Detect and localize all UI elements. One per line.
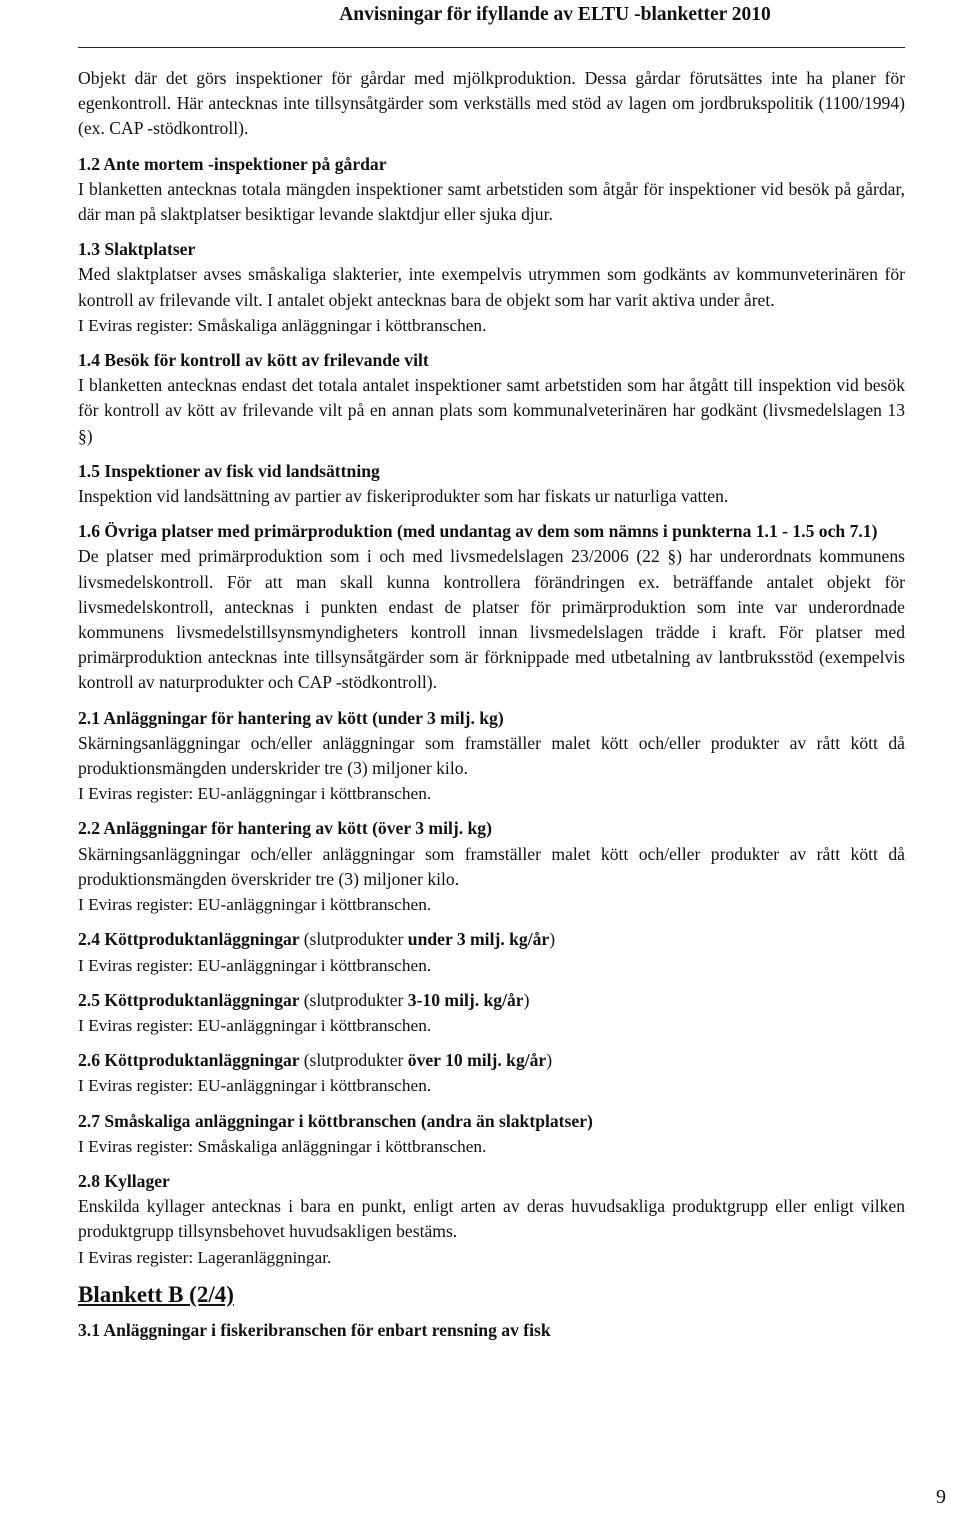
heading-paren-close: ) (546, 1050, 553, 1071)
heading-paren-open: (slutprodukter (303, 989, 404, 1010)
register-note: I Eviras register: Småskaliga anläggningar i köttbranschen. (78, 315, 487, 335)
heading-paren-close: ) (549, 929, 556, 950)
section-heading: 2.8 Kyllager (78, 1170, 170, 1191)
section-1-2 (78, 152, 905, 228)
section-2-1 (78, 706, 905, 807)
heading-amount: 3-10 milj. kg/år (407, 989, 524, 1010)
section-heading (78, 988, 905, 1013)
section-heading: 2.7 Småskaliga anläggningar i köttbranschen (andra än slaktplatser) (78, 1110, 593, 1131)
section-heading (78, 1048, 905, 1073)
heading-amount: över 10 milj. kg/år (407, 1050, 547, 1071)
heading-title: 2.6 Köttproduktanläggningar (78, 1050, 300, 1071)
heading-title: 2.5 Köttproduktanläggningar (78, 989, 300, 1010)
heading-paren-open: (slutprodukter (303, 929, 404, 950)
section-text: Enskilda kyllager antecknas i bara en punkt, enligt arten av deras huvudsakliga produktgrupp eller enligt vilken produktgrupp tillsynsbehovet huvudsakligen bestäms. (78, 1196, 905, 1242)
register-note: I Eviras register: EU-anläggningar i köttbranschen. (78, 955, 432, 975)
section-heading (78, 927, 905, 952)
section-text: Inspektion vid landsättning av partier av fiskeriprodukter som har fiskats ur naturliga vatten. (78, 486, 729, 507)
page-number: 9 (936, 1486, 946, 1508)
section-2-8 (78, 1169, 905, 1270)
section-text: Skärningsanläggningar och/eller anläggningar som framställer malet kött och/eller produkter av rått kött då produktionsmängden överskrider tre (3) miljoner kilo. (78, 843, 905, 889)
register-note: I Eviras register: EU-anläggningar i köttbranschen. (78, 895, 432, 915)
section-2-5 (78, 988, 905, 1038)
section-heading: 2.1 Anläggningar för hantering av kött (under 3 milj. kg) (78, 707, 504, 728)
section-heading: 3.1 Anläggningar i fiskeribranschen för enbart rensning av fisk (78, 1319, 551, 1340)
register-note: I Eviras register: EU-anläggningar i köttbranschen. (78, 1015, 432, 1035)
section-1-4 (78, 348, 905, 449)
section-heading: 2.2 Anläggningar för hantering av kött (över 3 milj. kg) (78, 818, 492, 839)
section-text: I blanketten antecknas endast det totala antalet inspektioner samt arbetstiden som har åtgått till inspektion vid besök för kontroll av kött av frilevande vilt på en annan plats som kommunalveterinären har godkänt (livsmedelslagen 13 §) (78, 375, 905, 446)
section-1-5 (78, 459, 905, 509)
header-divider (78, 47, 905, 48)
section-heading: 1.2 Ante mortem -inspektioner på gårdar (78, 153, 387, 174)
section-text: Med slaktplatser avses småskaliga slakterier, inte exempelvis utrymmen som godkänts av kommunveterinären för kontroll av frilevande vilt. I antalet objekt antecknas bara de objekt som har varit aktiva under året. (78, 264, 905, 310)
section-2-7 (78, 1109, 905, 1159)
section-text: De platser med primärproduktion som i och med livsmedelslagen 23/2006 (22 §) har underordnats kommunens livsmedelskontroll. För att man skall kunna kontrollera förändringen ex. beträffande antalet objekt för livsmedelskontroll, antecknas i punkten endast de platser för primärproduktion som inte var underordnade kommunens livsmedelstillsynsmyndigheters kontroll innan livsmedelslagen trädde i kraft. För platser med primärproduktion antecknas inte tillsynsåtgärder som är förknippade med utbetalning av lantbruksstöd (exempelvis kontroll av naturprodukter och CAP -stödkontroll). (78, 546, 905, 693)
heading-paren-close: ) (523, 989, 530, 1010)
register-note: I Eviras register: EU-anläggningar i köttbranschen. (78, 784, 432, 804)
register-note: I Eviras register: EU-anläggningar i köttbranschen. (78, 1076, 432, 1096)
document-body (78, 66, 905, 1353)
register-note: I Eviras register: Lageranläggningar. (78, 1247, 332, 1267)
heading-paren-open: (slutprodukter (303, 1050, 404, 1071)
register-note: I Eviras register: Småskaliga anläggningar i köttbranschen. (78, 1136, 487, 1156)
document-header: Anvisningar för ifyllande av ELTU -blanketter 2010 (339, 4, 771, 25)
section-heading: 1.5 Inspektioner av fisk vid landsättning (78, 460, 380, 481)
heading-amount: under 3 milj. kg/år (407, 929, 550, 950)
section-2-2 (78, 816, 905, 917)
section-1-3 (78, 237, 905, 338)
section-3-1 (78, 1318, 905, 1343)
section-heading: 1.3 Slaktplatser (78, 239, 196, 260)
section-2-6 (78, 1048, 905, 1098)
section-heading: 1.6 Övriga platser med primärproduktion (med undantag av dem som nämns i punkterna 1.1 - 1.5 och 7.1) (78, 521, 878, 542)
section-text: Skärningsanläggningar och/eller anläggningar som framställer malet kött och/eller produkter av rått kött då produktionsmängden underskrider tre (3) miljoner kilo. (78, 732, 905, 779)
intro-paragraph: Objekt där det görs inspektioner för gårdar med mjölkproduktion. Dessa gårdar förutsättes inte ha planer för egenkontroll. Här antecknas inte tillsynsåtgärder som verkställs med stöd av lagen om jordbrukspolitik (1100/1994) (ex. CAP -stödkontroll). (78, 68, 905, 139)
blankett-heading: Blankett B (2/4) (78, 1281, 234, 1307)
heading-title: 2.4 Köttproduktanläggningar (78, 929, 300, 950)
section-heading: 1.4 Besök för kontroll av kött av frilevande vilt (78, 350, 429, 371)
section-text: I blanketten antecknas totala mängden inspektioner samt arbetstiden som åtgår för inspektioner vid besök på gårdar, där man på slaktplatser besiktigar levande slaktdjur eller sjuka djur. (78, 178, 905, 225)
section-2-4 (78, 927, 905, 977)
section-1-6 (78, 519, 905, 695)
